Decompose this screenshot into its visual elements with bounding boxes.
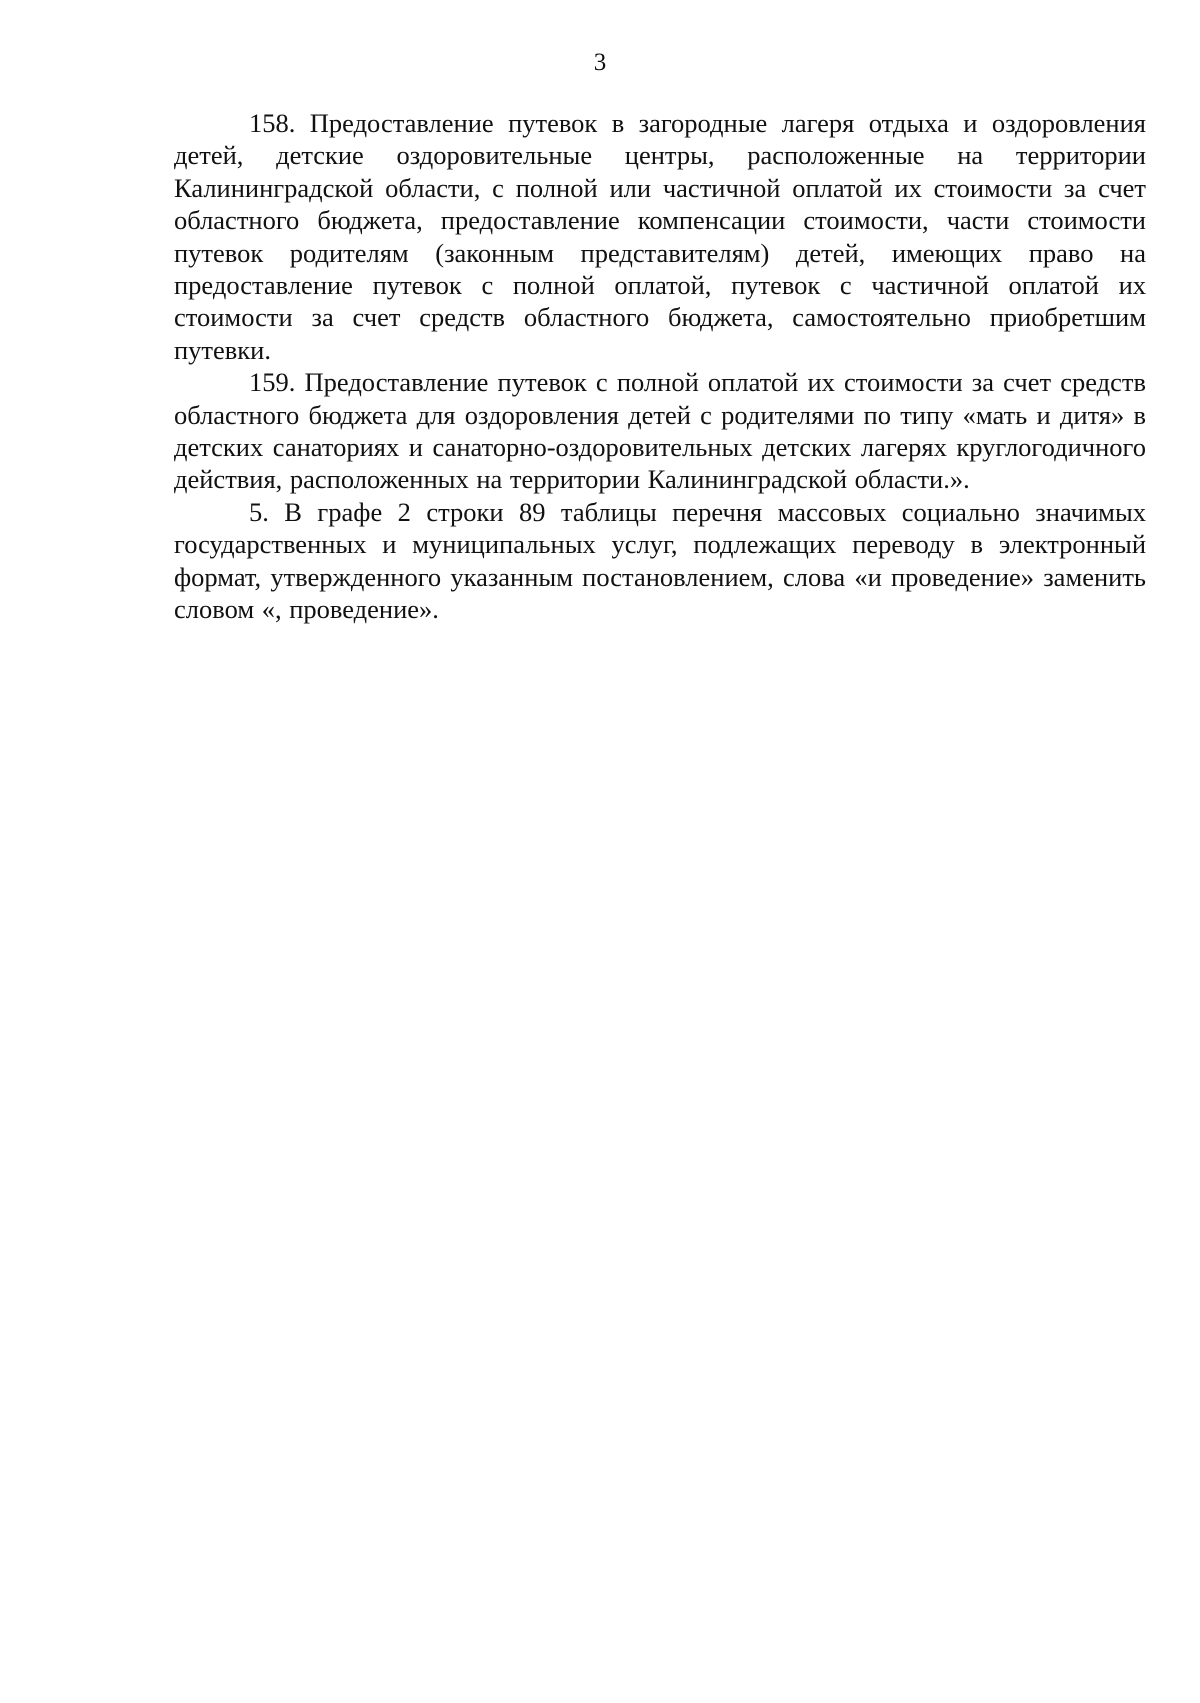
paragraph-159: 159. Предоставление путевок с полной оплатой их стоимости за счет средств областного бюджета для оздоровления детей с родителями по типу «мать и дитя» в детских санаториях и санаторно-оздоровительных детских лагерях круглогодичного действия, расположенных на территории Калининградской области.». [174,367,1146,495]
document-body [174,107,1146,626]
paragraph-5: 5. В графе 2 строки 89 таблицы перечня массовых социально значимых государственных и муниципальных услуг, подлежащих переводу в электронный формат, утвержденного указанным постановлением, слова «и проведение» заменить словом «, проведение». [174,496,1146,625]
paragraph-158: 158. Предоставление путевок в загородные лагеря отдыха и оздоровления детей, детские оздоровительные центры, расположенные на территории Калининградской области, с полной или частичной оплатой их стоимости за счет областного бюджета, предоставление компенсации стоимости, части стоимости путевок родителям (законным представителям) детей, имеющих право на предоставление путевок с полной оплатой, путевок с частичной оплатой их стоимости за счет средств областного бюджета, самостоятельно приобретшим путевки. [174,108,1146,365]
page-number: 3 [593,49,607,76]
